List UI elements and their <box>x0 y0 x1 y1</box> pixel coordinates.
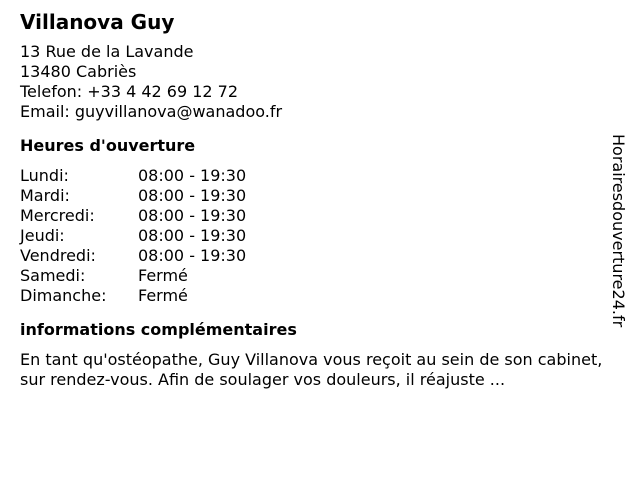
hours-day: Dimanche: <box>20 286 107 305</box>
info-heading: informations complémentaires <box>20 320 297 339</box>
business-name: Villanova Guy <box>20 10 175 34</box>
hours-day: Mardi: <box>20 186 70 205</box>
hours-row <box>20 266 610 286</box>
hours-row <box>20 246 610 266</box>
site-watermark: Horairesdouverture24.fr <box>609 134 628 328</box>
address-city: 13480 Cabriès <box>20 62 137 81</box>
hours-heading: Heures d'ouverture <box>20 136 196 155</box>
hours-day: Mercredi: <box>20 206 95 225</box>
hours-day: Vendredi: <box>20 246 96 265</box>
hours-row <box>20 186 610 206</box>
email-address[interactable]: Email: guyvillanova@wanadoo.fr <box>20 102 283 121</box>
hours-row <box>20 286 610 306</box>
hours-table <box>20 166 610 306</box>
hours-row <box>20 226 610 246</box>
hours-day: Jeudi: <box>20 226 65 245</box>
address-street: 13 Rue de la Lavande <box>20 42 194 61</box>
hours-value: 08:00 - 19:30 <box>138 166 247 185</box>
hours-value: 08:00 - 19:30 <box>138 206 247 225</box>
phone-number[interactable]: Telefon: +33 4 42 69 12 72 <box>20 82 239 101</box>
info-description: En tant qu'ostéopathe, Guy Villanova vous reçoit au sein de son cabinet, sur rendez-vous. Afin de soulager vos douleurs, il réajuste ... <box>20 350 603 389</box>
hours-row <box>20 166 610 186</box>
hours-row <box>20 206 610 226</box>
business-card <box>20 10 610 390</box>
hours-value: 08:00 - 19:30 <box>138 246 247 265</box>
hours-day: Lundi: <box>20 166 69 185</box>
hours-value: 08:00 - 19:30 <box>138 226 247 245</box>
hours-value: Fermé <box>138 266 188 285</box>
hours-value: Fermé <box>138 286 188 305</box>
hours-day: Samedi: <box>20 266 86 285</box>
hours-value: 08:00 - 19:30 <box>138 186 247 205</box>
